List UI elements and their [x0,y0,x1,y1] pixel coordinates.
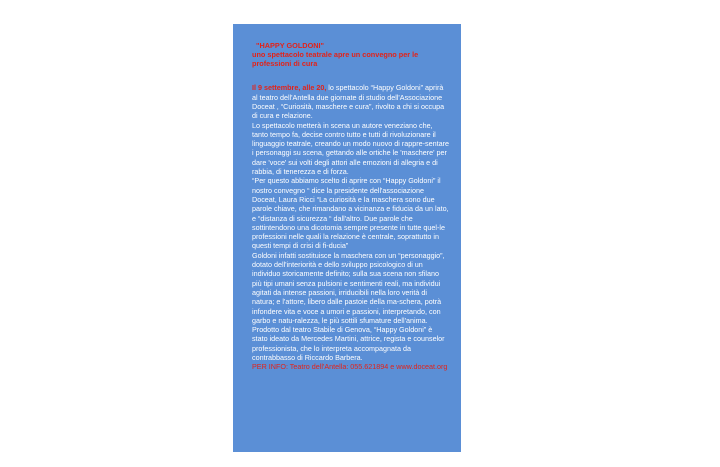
intro-paragraph [252,83,449,120]
headline-subtitle: uno spettacolo teatrale apre un convegno per le professioni di cura [252,49,419,68]
paragraph-character: Goldoni infatti sostituisce la maschera con un “personaggio”, dotato dell'interiorità e dello sviluppo psicologico di un individuo storicamente definito; sulla sua scena non sfilano più tipi umani senza pulsioni e sentimenti reali, ma individui agitati da intense passioni, irriducibili nella loro verità di natura; e l'attore, libero dalle pastoie della ma-schera, potrà infondere vita e voce a umori e passioni, interpretando, con garbo e natu-ralezza, le più sottili sfumature dell'anima. [252,250,445,325]
headline-title: "HAPPY GOLDONI" [256,41,325,50]
article-body [252,83,449,371]
intro-text: lo spettacolo “Happy Goldoni” aprirà al teatro dell'Antella due giornate di studio dell'Associazione Doceat , “Curiosità, maschere e cura”, rivolto a chi si occupa di cura e relazione. [252,83,445,121]
event-date: Il 9 settembre, alle 20, [252,83,327,93]
headline [252,42,449,68]
contact-info: PER INFO: Teatro dell'Antella: 055.621894 e www.doceat.org [252,362,448,372]
flyer-panel [233,24,461,452]
paragraph-goldoni: Lo spettacolo metterà in scena un autore veneziano che, tanto tempo fa, decise contro tutto e tutti di rivoluzionare il linguaggio teatrale, creando un modo nuovo di rappre-sentare i personaggi su scena, gettando alle ortiche le 'maschere' per dare 'voce' sui volti degli attori alle emozioni di allegria e di rabbia, di tenerezza e di forza. [252,120,449,177]
paragraph-production: Prodotto dal teatro Stabile di Genova, “Happy Goldoni” è stato ideato da Mercedes Martini, attrice, regista e counselor professionista, che lo interpreta accompagnata da contrabbasso di Riccardo Barbera. [252,325,445,362]
paragraph-quote: “Per questo abbiamo scelto di aprire con “Happy Goldoni” il nostro convegno “ dice la presidente dell'associazione Doceat, Laura Ricci “La curiosità e la maschera sono due parole chiave, che rimandano a vicinanza e fiducia da un lato, e “distanza di sicurezza “ dall'altro. Due parole che sottintendono una dicotomia sempre presente in tutte quel-le professioni nelle quali la relazione è centrale, soprattutto in questi tempi di crisi di fi-ducia” [252,176,449,251]
